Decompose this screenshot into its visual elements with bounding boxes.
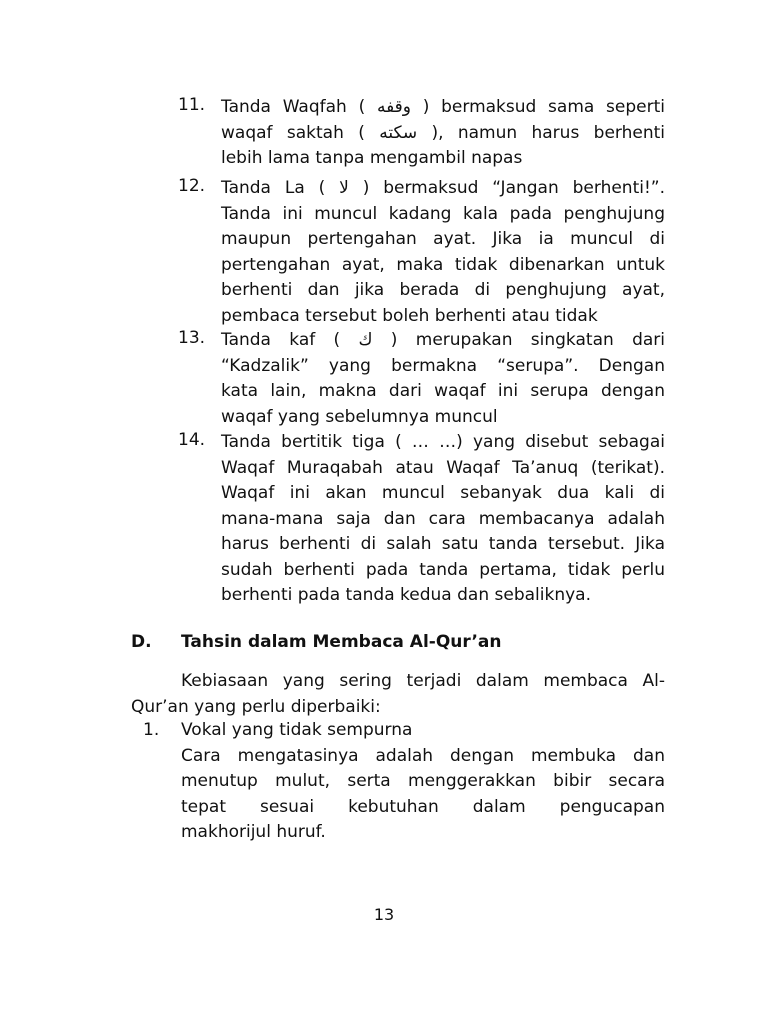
text-line: pertengahan ayat, maka tidak dibenarkan untuk xyxy=(221,254,665,275)
text-line: Cara mengatasinya adalah dengan membuka dan xyxy=(181,745,665,766)
list-item-13 xyxy=(178,328,665,430)
list-text xyxy=(221,95,665,172)
text-line: Waqaf Muraqabah atau Waqaf Ta’anuq (terikat). xyxy=(221,457,665,478)
text-line: mana-mana saja dan cara membacanya adalah xyxy=(221,508,665,529)
intro-paragraph xyxy=(131,669,665,720)
list-text xyxy=(221,430,665,609)
text-line: menutup mulut, serta menggerakkan bibir secara xyxy=(181,771,665,791)
text-line: Qur’an yang perlu diperbaiki: xyxy=(131,696,381,717)
list-item-11 xyxy=(178,95,665,172)
text-line: lebih lama tanpa mengambil napas xyxy=(221,148,523,168)
text-line: maupun pertengahan ayat. Jika ia muncul di xyxy=(221,229,665,249)
text-line: kata lain, makna dari waqaf ini serupa dengan xyxy=(221,381,665,401)
text-line: berhenti pada tanda kedua dan sebaliknya. xyxy=(221,585,591,605)
text-line: sudah berhenti pada tanda pertama, tidak perlu xyxy=(221,559,665,580)
text-line: waqaf saktah ( سكته ), namun harus berhenti xyxy=(221,122,665,143)
text-line: Tanda bertitik tiga ( … …) yang disebut sebagai xyxy=(221,432,665,452)
text-line: Waqaf ini akan muncul sebanyak dua kali di xyxy=(221,483,665,503)
sub-list-number: 1. xyxy=(143,720,160,740)
text-line: Tanda ini muncul kadang kala pada penghujung xyxy=(221,203,665,224)
sub-list-item-1 xyxy=(131,718,665,846)
list-text xyxy=(221,328,665,430)
sub-list-text xyxy=(181,718,665,846)
text-line: berhenti dan jika berada di penghujung ayat, xyxy=(221,280,665,300)
list-number: 12. xyxy=(178,176,206,196)
list-number: 11. xyxy=(178,95,206,115)
list-item-12 xyxy=(178,176,665,329)
text-line: Tanda kaf ( ك ) merupakan singkatan dari xyxy=(221,330,665,350)
text-line: Tanda Waqfah ( وقفه ) bermaksud sama seperti xyxy=(221,97,666,117)
text-line: Tanda La ( لا ) bermaksud “Jangan berhenti!”. xyxy=(221,178,665,198)
list-item-14 xyxy=(178,430,665,609)
section-letter: D. xyxy=(131,632,152,652)
section-title: Tahsin dalam Membaca Al-Qur’an xyxy=(181,632,502,652)
list-number: 14. xyxy=(178,430,206,450)
text-line: tepat sesuai kebutuhan dalam pengucapan xyxy=(181,796,665,817)
text-line: waqaf yang sebelumnya muncul xyxy=(221,406,498,427)
text-line: pembaca tersebut boleh berhenti atau tidak xyxy=(221,305,598,326)
sub-item-title: Vokal yang tidak sempurna xyxy=(181,720,413,740)
text-line: “Kadzalik” yang bermakna “serupa”. Dengan xyxy=(221,355,665,376)
page-number: 13 xyxy=(373,905,395,924)
text-line: Kebiasaan yang sering terjadi dalam membaca Al- xyxy=(181,671,665,691)
list-number: 13. xyxy=(178,328,206,348)
text-line: makhorijul huruf. xyxy=(181,822,326,842)
text-line: harus berhenti di salah satu tanda tersebut. Jika xyxy=(221,534,665,554)
list-text xyxy=(221,176,665,329)
